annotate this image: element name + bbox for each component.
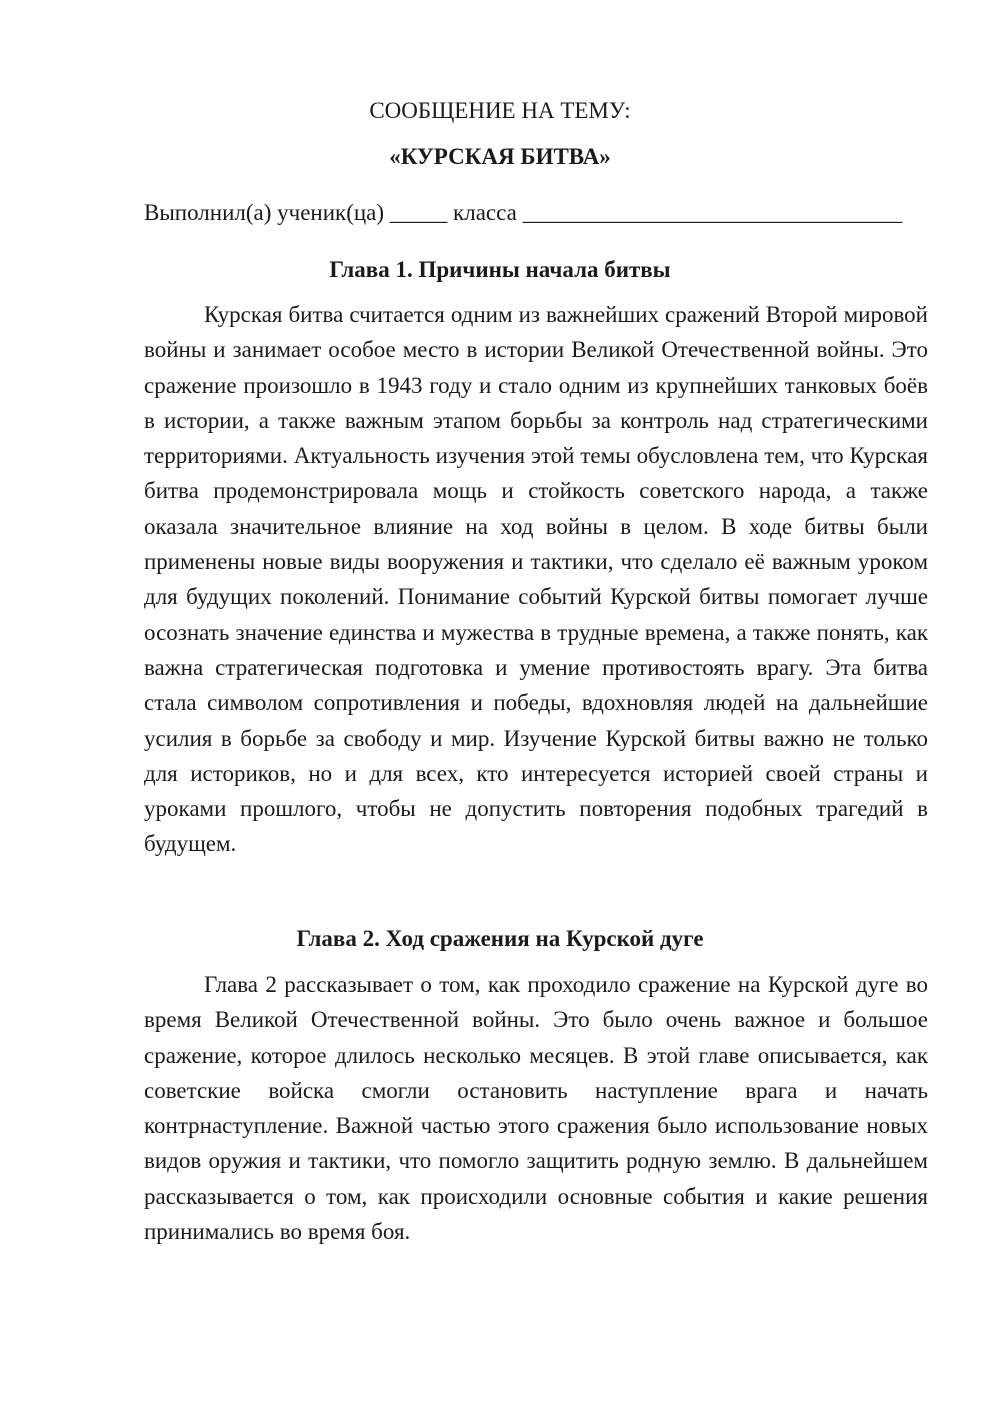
chapter-1-heading: Глава 1. Причины начала битвы xyxy=(329,257,671,282)
author-byline: Выполнил(а) ученик(ца) _____ класса _________________________________ xyxy=(144,200,903,225)
document-title-line-1: СООБЩЕНИЕ НА ТЕМУ: xyxy=(369,98,631,123)
chapter-2-body: Глава 2 рассказывает о том, как проходило сражение на Курской дуге во время Великой Отечественной войны. Это было очень важное и большое сражение, которое длилось несколько месяцев. В этой главе описывается, как советские войска смогли остановить наступление врага и начать контрнаступление. Важной частью этого сражения было использование новых видов оружия и тактики, что помогло защитить родную землю. В дальнейшем рассказывается о том, как происходили основные события и какие решения принимались во время боя. xyxy=(144,972,928,1245)
chapter-1-body: Курская битва считается одним из важнейших сражений Второй мировой войны и занимает особое место в истории Великой Отечественной войны. Это сражение произошло в 1943 году и стало одним из крупнейших танковых боёв в истории, а также важным этапом борьбы за контроль над стратегическими территориями. Актуальность изучения этой темы обусловлена тем, что Курская битва продемонстрировала мощь и стойкость советского народа, а также оказала значительное влияние на ход войны в целом. В ходе битвы были применены новые виды вооружения и тактики, что сделало её важным уроком для будущих поколений. Понимание событий Курской битвы помогает лучше осознать значение единства и мужества в трудные времена, а также понять, как важна стратегическая подготовка и умение противостоять врагу. Эта битва стала символом сопротивления и победы, вдохновляя людей на дальнейшие усилия в борьбе за свободу и мир. Изучение Курской битвы важно не только для историков, но и для всех, кто интересуется историей своей страны и уроками прошлого, чтобы не допустить повторения подобных трагедий в будущем. xyxy=(144,302,928,857)
document-title-line-2: «КУРСКАЯ БИТВА» xyxy=(389,144,611,169)
chapter-2-heading: Глава 2. Ход сражения на Курской дуге xyxy=(296,926,704,951)
